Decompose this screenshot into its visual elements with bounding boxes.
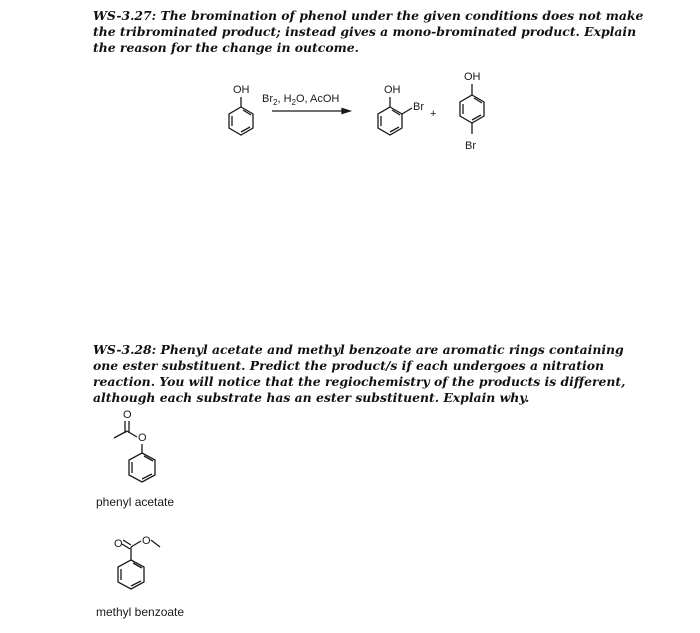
phenyl-acetate-label: phenyl acetate [96,495,175,509]
ortho-product-br-bond [402,108,412,114]
plus-sign: + [430,108,437,120]
phenyl-acetate-ester-o: O [138,432,147,444]
methyl-benzoate-carbonyl-bond [123,540,131,545]
methyl-benzoate-ester-bond [131,541,141,547]
methyl-benzoate-carbonyl-o: O [114,538,123,550]
methyl-benzoate-methyl-bond [151,540,160,547]
phenyl-acetate-structure [114,409,155,482]
methyl-benzoate-label: methyl benzoate [96,605,185,619]
phenol-oh-label: OH [233,84,250,96]
methyl-benzoate-structure [114,535,160,589]
methyl-benzoate-ester-o: O [142,535,151,547]
phenyl-acetate-ester-bond [127,431,137,437]
ortho-bromophenol-structure [378,84,436,135]
ortho-product-oh-label: OH [384,84,401,96]
phenyl-acetate-ring [129,453,155,482]
phenyl-acetate-carbonyl-o: O [123,409,132,421]
reagents-label: $Br_2$, $H_2O$, AcOH [262,93,340,107]
para-product-br-label: Br [465,140,476,152]
phenyl-acetate-double-bond [142,474,152,479]
phenol-structure [229,84,253,135]
reaction-arrow-head [342,109,350,114]
methyl-benzoate-double-bond [131,581,141,586]
reaction-conditions [262,93,350,114]
phenyl-acetate-methyl-bond [114,431,127,438]
methyl-benzoate-carbonyl-bond [122,544,130,549]
question-ws-3-27: WS-3.27: The bromination of phenol under the given conditions does not make the tribrominated product; instead gives a mono-brominated product. Explain the reason for the change in outcome. [93,8,644,55]
ortho-product-br-label: Br [413,101,424,113]
para-product-oh-label: OH [464,71,481,83]
para-bromophenol-structure [460,71,484,152]
question-ws-3-28: WS-3.28: Phenyl acetate and methyl benzoate are aromatic rings containing one ester substituent. Predict the product/s if each undergoes a nitration reaction. You will notice that the regiochemistry of the products is different, although each substrate has an ester substituent. Explain why. [93,342,626,405]
methyl-benzoate-ring [118,560,144,589]
